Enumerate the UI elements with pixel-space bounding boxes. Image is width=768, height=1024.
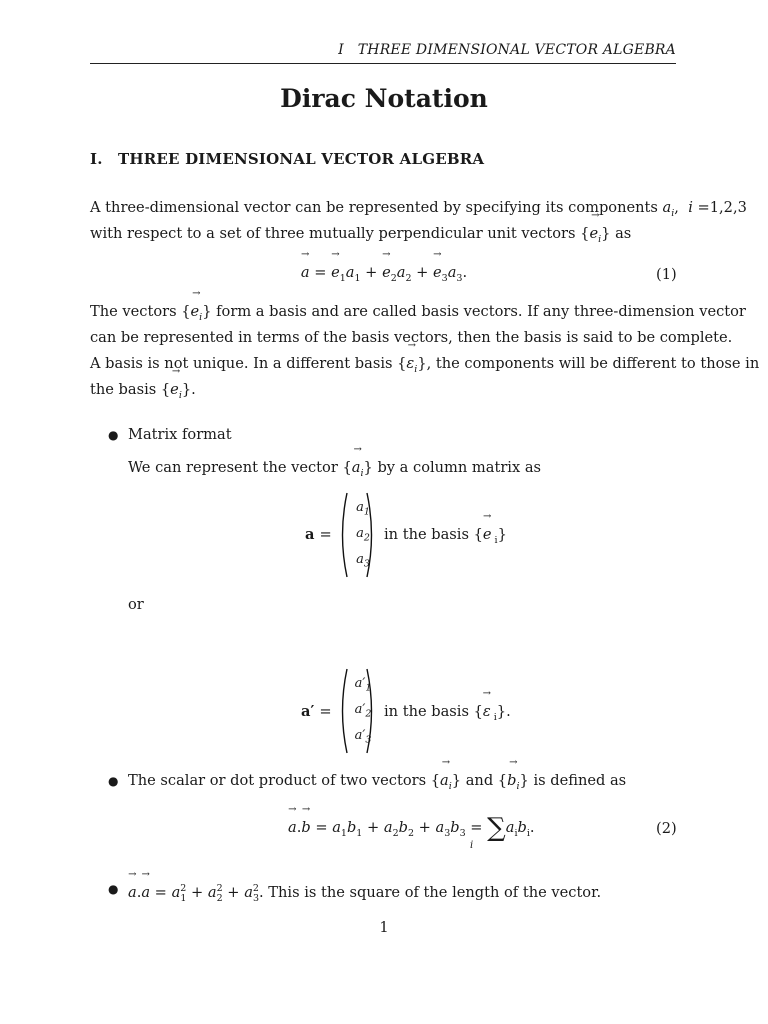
paragraph-2-line-1: The vectors {→ $e_i$} form a basis and are called basis vectors. If any three-dimension vector [90,299,746,331]
index-values: =1,2,3 [697,199,747,216]
bullet2-text-b: is defined as [533,772,627,789]
para2-text-a: The vectors [90,303,177,320]
math-i: i [688,199,693,216]
running-header: I THREE DIMENSIONAL VECTOR ALGEBRA [338,42,676,58]
matrix-a-prime-basis: in the basis {→ ε $_i$}. [384,699,511,731]
bullet-dot: ● [108,882,119,896]
bullet-dot: ● [108,428,119,442]
bullet2-and: and [465,772,494,789]
para2-text-c: A basis is not unique. In a different basis [90,355,393,372]
matrix-a-prime-label: a′ = [301,703,332,720]
para2-text-f: . [191,381,196,398]
equation-1-number: (1) [656,266,677,283]
bullet-1-label: Matrix format [128,426,232,443]
bullet2-text-a: The scalar or dot product of two vectors [128,772,427,789]
right-paren [364,668,378,754]
paragraph-1-line-2: with respect to a set of three mutually perpendicular unit vectors {→ $e_i$} as [90,221,631,253]
page-number: 1 [379,919,389,936]
bullet-dot: ● [108,774,119,788]
header-rule [90,63,676,64]
basis-text-2: in the basis [384,703,469,720]
section-number: I. [90,150,103,168]
matrix-a: $a_1$ $a_2$ $a_3$ [336,492,378,578]
left-paren [336,668,350,754]
math-e-i: → $e_i$ [589,221,601,253]
matrix-a-label: a = [305,526,332,543]
para1-text: A three-dimensional vector can be represented by specifying its components [90,199,658,216]
paragraph-1-line-1: A three-dimensional vector can be represented by specifying its components $a_i$, i =1,2,3 [90,199,747,219]
bullet-1-line: We can represent the vector {→ $a_i$} by a column matrix as [128,455,541,487]
paragraph-2-line-3: A basis is not unique. In a different basis {→ $\varepsilon_i$}, the components will be different to those in [90,351,759,383]
matrix-a-prime: $a'_1$ $a'_2$ $a'_3$ [336,668,378,754]
paragraph-2-line-2: can be represented in terms of the basis vectors, then the basis is said to be complete. [90,329,733,346]
bullet1-text-end: by a column matrix as [377,459,542,476]
paragraph-2-line-4: the basis {→ $e_i$}. [90,377,196,409]
para1-text-2: with respect to a set of three mutually perpendicular unit vectors [90,225,576,242]
bullet-3-line: → $a.\to a = a^2_1 + a^2_2 + a^2_3$. This is the square of the length of the vector. [128,876,601,912]
para2-text-b: form a basis and are called basis vectors. If any three-dimension vector [216,303,746,320]
left-paren [336,492,350,578]
bullet1-text: We can represent the vector [128,459,338,476]
para1-as: as [615,225,632,242]
basis-text-1: in the basis [384,526,469,543]
right-paren [364,492,378,578]
para2-text-d: , the components will be different to those in [426,355,760,372]
math-a-i: $a_i$ [662,199,675,219]
page-title: Dirac Notation [280,84,488,113]
section-heading [90,150,484,168]
para2-text-e: the basis [90,381,157,398]
equation-2: → $a.\to b = a_1b_1 + a_2b_2 + a_3b_3 = \sum a_ib_i$. [288,815,535,847]
bullet-2-line: The scalar or dot product of two vectors {→ $a_i$} and {→ $b_i$} is defined as [128,768,626,800]
sum-index: i [470,840,474,851]
equation-1: → a = → $e_1a_1$ + → $e_2a_2$ + → $e_3a_3$. [0,260,768,292]
bullet3-text: . This is the square of the length of the vector. [258,883,602,901]
matrix-a-basis: in the basis {→ e $_i$} [384,522,507,554]
equation-2-number: (2) [656,820,677,837]
section-title: THREE DIMENSIONAL VECTOR ALGEBRA [118,150,485,168]
or-text: or [128,596,144,613]
